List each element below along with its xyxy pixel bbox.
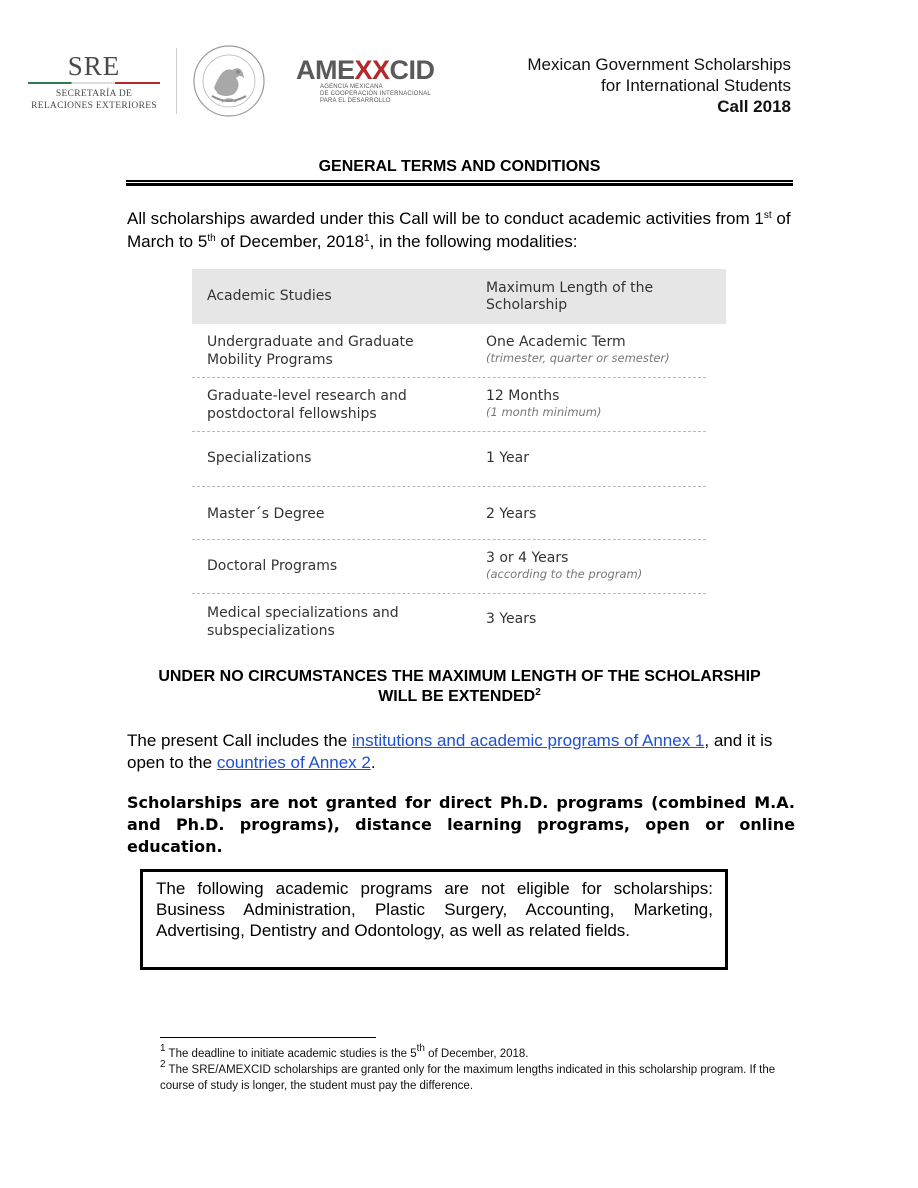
annex-1-link[interactable]: institutions and academic programs of Annex 1 (351, 731, 705, 750)
header-title-line-2: for International Students (601, 76, 791, 95)
footnote-ref-2: 2 (535, 687, 541, 698)
header-title-line-1: Mexican Government Scholarships (527, 55, 791, 74)
table-row: Undergraduate and Graduate Mobility Programs One Academic Term (trimester, quarter or semester) (192, 324, 706, 378)
table-row: Master´s Degree 2 Years (192, 487, 706, 540)
sre-line-1: SECRETARÍA DE (55, 89, 133, 99)
header-title (527, 54, 791, 117)
footnotes (160, 1043, 800, 1094)
table-row: Graduate-level research and postdoctoral fellowships 12 Months (1 month minimum) (192, 378, 706, 432)
logo-divider (176, 48, 177, 114)
not-eligible-box (140, 869, 728, 970)
modalities-table (192, 269, 726, 644)
amexcid-logo (296, 56, 435, 105)
table-row: Specializations 1 Year (192, 432, 706, 487)
table-header-length: Maximum Length of the Scholarship (486, 280, 654, 313)
amexcid-sub-3: PARA EL DESARROLLO (320, 98, 391, 104)
table-header (192, 269, 726, 324)
table-header-studies: Academic Studies (207, 288, 332, 304)
sre-tricolor-rule (28, 82, 160, 84)
extension-warning: UNDER NO CIRCUMSTANCES THE MAXIMUM LENGTH OF THE SCHOLARSHIP WILL BE EXTENDED$^2$ (158, 668, 761, 705)
header-title-line-3: Call 2018 (717, 97, 791, 116)
sre-abbr: SRE (67, 51, 121, 81)
amexcid-sub-1: AGENCIA MEXICANA (320, 84, 383, 90)
footnote-2: $^2$ The SRE/AMEXCID scholarships are granted only for the maximum lengths indicated in this scholarship program. If the course of study is longer, the student must pay the difference. (160, 1059, 776, 1092)
table-row: Doctoral Programs 3 or 4 Years (according to the program) (192, 540, 706, 594)
sre-line-2: RELACIONES EXTERIORES (31, 101, 157, 111)
footnote-rule (160, 1037, 376, 1038)
section-title: GENERAL TERMS AND CONDITIONS (318, 158, 601, 175)
amexcid-sub-2: DE COOPERACIÓN INTERNACIONAL (320, 91, 431, 97)
mexican-seal-icon (192, 44, 266, 118)
annex-2-link[interactable]: countries of Annex 2 (216, 753, 371, 772)
table-row: Medical specializations and subspecializations 3 Years (207, 605, 537, 639)
sre-logo (26, 52, 162, 112)
amexcid-wordmark: AMEXXCID (296, 55, 435, 85)
annex-paragraph: The present Call includes the institutions and academic programs of Annex 1, and it is open to the countries of Annex 2. (127, 731, 773, 772)
section-double-rule (126, 180, 793, 186)
not-granted-notice: Scholarships are not granted for direct Ph.D. programs (combined M.A. and Ph.D. programs), distance learning programs, open or online education. (127, 793, 795, 856)
intro-paragraph: All scholarships awarded under this Call will be to conduct academic activities from 1st of March to 5th of December, 2018$^1$, in the following modalities: (127, 209, 791, 251)
not-eligible-text: The following academic programs are not eligible for scholarships: Business Administration, Plastic Surgery, Accounting, Marketing, Advertising, Dentistry and Odontology, as well as related fields. (156, 879, 713, 940)
footnote-ref-1: 1 (364, 233, 370, 244)
footnote-1: $^1$ The deadline to initiate academic studies is the 5th of December, 2018. (160, 1043, 529, 1060)
